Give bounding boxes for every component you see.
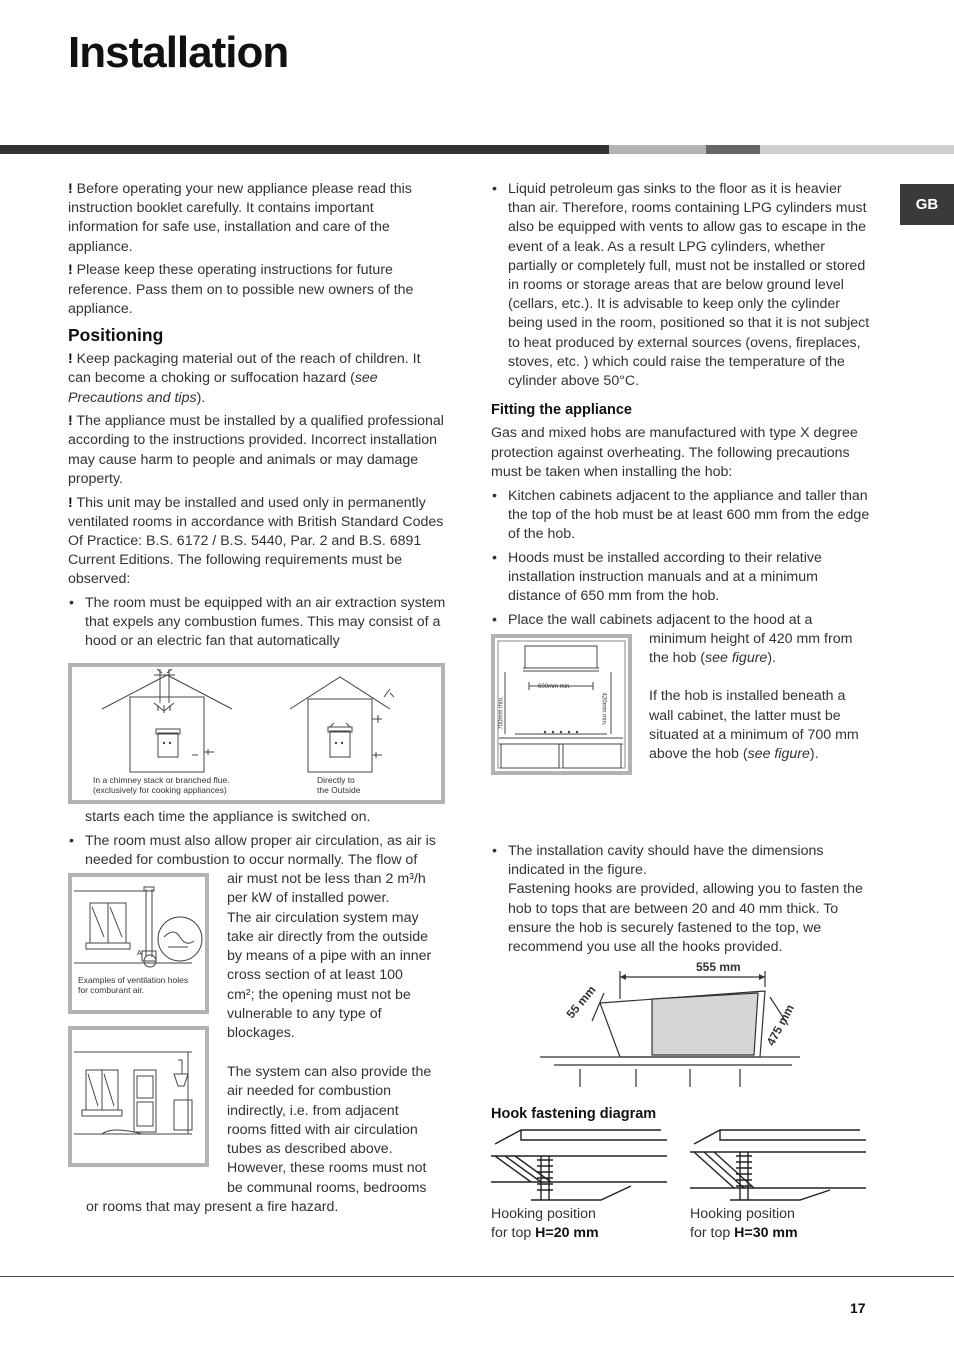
positioning-paragraph-2: [68, 412, 446, 489]
air-line-2: per kW of installed power.: [227, 890, 390, 907]
fitting-heading: Fitting the appliance: [491, 402, 632, 419]
figure-caption-outside: [317, 775, 360, 795]
caption-line: In a chimney stack or branched flue.: [93, 775, 230, 785]
bullet-wall-cabinets: • Place the wall cabinets adjacent to the hood at a: [491, 611, 871, 630]
air-line-3: The air circulation system may: [227, 909, 419, 926]
air-line-5: by means of a pipe with an inner: [227, 948, 432, 965]
adjacent-room-illustration: [72, 1030, 205, 1163]
air-line-6: cross section of at least 100: [227, 967, 403, 984]
caption-line: [690, 1224, 798, 1243]
left-column-continued: [68, 808, 446, 875]
thickness-value: H=30 mm: [734, 1225, 798, 1242]
intro-text-2: Please keep these operating instructions for future reference. Pass them on to possible new owners of the appliance.: [68, 262, 414, 317]
pos3-text: This unit may be installed and used only in permanently ventilated rooms in accordance with British Standard Codes Of Practice: B.S. 6172 / B.S. 5440, Par. 2 and B.S. 6891 Current Editions. The following requirements must be observed:: [68, 494, 444, 588]
page-number: 17: [850, 1300, 866, 1316]
footer-rule: [0, 1276, 954, 1277]
air-line-8: vulnerable to any type of: [227, 1006, 382, 1023]
air-line-12: air needed for combustion: [227, 1083, 392, 1100]
header-bar-light: [609, 145, 706, 154]
spacer: [649, 668, 874, 687]
caption-line: Hooking position: [690, 1206, 795, 1222]
left-column: [68, 180, 446, 656]
air-line-17: be communal rooms, bedrooms: [227, 1179, 427, 1196]
label-a: A: [137, 950, 142, 957]
air-line-14: rooms fitted with air circulation: [227, 1121, 418, 1138]
text: the hob (: [649, 650, 706, 667]
cavity-section: [491, 842, 871, 957]
positioning-paragraph-1: [68, 350, 446, 408]
air-line-13: indirectly, i.e. from adjacent: [227, 1102, 399, 1119]
figure-caption-vent: [78, 975, 188, 995]
hook-caption-30mm: [690, 1205, 798, 1243]
dimension-55: 55 mm: [563, 982, 599, 1022]
intro-text-1: Before operating your new appliance please read this instruction booklet carefully. It contains important information for safe use, installation and care of the appliance.: [68, 181, 412, 255]
text: for top: [690, 1225, 735, 1242]
bullet-cavity: [491, 842, 871, 957]
label-700mm: 700mm min.: [498, 696, 505, 730]
warning-mark: !: [68, 262, 73, 279]
bullet-air-circulation: • The room must also allow proper air circulation, as air is needed for combustion to occur normally. The flow of: [68, 832, 446, 870]
warning-mark: !: [68, 351, 73, 368]
caption-line: (exclusively for cooking appliances): [93, 785, 227, 795]
warning-mark: !: [68, 494, 73, 511]
positioning-heading: Positioning: [68, 324, 164, 345]
text: ).: [809, 746, 819, 763]
wall-line-4: [649, 745, 874, 764]
right-column: [491, 180, 871, 634]
fitting-intro: Gas and mixed hobs are manufactured with type X degree protection against overheating. The following precautions must be taken when installing the hob:: [491, 425, 858, 480]
fastening-text: Fastening hooks are provided, allowing you to fasten the hob to tops that are between 20 and 40 mm thick. To ensure the hob is securely fastened to the top, we recommend you use all the hooks provided.: [508, 881, 863, 956]
bullet-kitchen-cabinets: • Kitchen cabinets adjacent to the appliance and taller than the top of the hob must be at least 600 mm from the edge of the hob.: [491, 487, 871, 545]
air-line-7: cm²; the opening must not be: [227, 986, 411, 1003]
text: for top: [491, 1225, 536, 1242]
cavity-list: [491, 842, 871, 957]
caption-line: Hooking position: [491, 1206, 596, 1222]
page-title: Installation: [68, 28, 289, 77]
pos2-text: The appliance must be installed by a qualified professional according to the instructions provided. Incorrect installation may cause harm to people and animals or may damage property.: [68, 413, 444, 487]
air-line-11: The system can also provide the: [227, 1063, 432, 1080]
warning-mark: !: [68, 181, 73, 197]
hook-diagram-20mm: [491, 1126, 671, 1204]
bullet-hoods: • Hoods must be installed according to their relative installation instruction manuals and at a minimum distance of 650 mm from the hob.: [491, 549, 871, 607]
fume-extraction-figure: [68, 663, 445, 804]
air-flow-text: [227, 870, 449, 1198]
caption-line: [491, 1224, 599, 1243]
caption-line: for comburant air.: [78, 985, 145, 995]
language-tab[interactable]: GB: [900, 184, 954, 225]
air-flow-last-line: or rooms that may present a fire hazard.: [86, 1199, 339, 1215]
hook-diagram-30mm: [690, 1126, 870, 1204]
ventilation-holes-figure: [68, 873, 209, 1014]
see-figure-line: [649, 649, 874, 668]
caption-line: Directly to: [317, 775, 355, 785]
air-line-10: [227, 1044, 449, 1063]
dimension-555: 555 mm: [696, 960, 741, 974]
thickness-value: H=20 mm: [535, 1225, 599, 1242]
text: ).: [767, 650, 776, 667]
figure-reference: see figure: [747, 746, 810, 763]
cabinet-clearance-figure: [491, 634, 632, 775]
header-bar-dark: [0, 145, 609, 154]
air-line-15: tubes as described above.: [227, 1141, 393, 1158]
air-line-9: blockages.: [227, 1025, 295, 1042]
caption-line: Examples of ventilation holes: [78, 975, 189, 985]
warning-mark: !: [68, 413, 73, 430]
air-line-16: However, these rooms must not: [227, 1160, 427, 1177]
wall-line-2: wall cabinet, the latter must be: [649, 707, 841, 724]
cavity-text: The installation cavity should have the dimensions indicated in the figure.: [508, 843, 824, 879]
air-line-4: take air directly from the outside: [227, 928, 429, 945]
figure-caption-chimney: [93, 775, 230, 795]
requirements-list: [68, 594, 446, 652]
wall-cabinet-text: [649, 630, 874, 764]
intro-paragraph-2: [68, 261, 446, 319]
bullet-air-extraction: • The room must be equipped with an air extraction system that expels any combustion fumes. This may consist of a hood or an electric fan that automatically: [68, 594, 446, 652]
caption-line: the Outside: [317, 785, 361, 795]
pos1-end: ).: [196, 389, 206, 406]
figure-reference: see figure: [705, 650, 768, 667]
min-height-line: minimum height of 420 mm from: [649, 631, 853, 647]
header-bar-mid: [706, 145, 760, 154]
air-line-1: air must not be less than 2 m³/h: [227, 871, 426, 887]
header-bar-light-end: [760, 145, 954, 154]
text: above the hob (: [649, 746, 748, 763]
label-600mm: 600mm min.: [538, 684, 572, 690]
wall-line-1: If the hob is installed beneath a: [649, 688, 846, 705]
wall-line-3: situated at a minimum of 700 mm: [649, 726, 859, 743]
adjacent-room-figure: [68, 1026, 209, 1167]
hook-diagram-heading: Hook fastening diagram: [491, 1106, 657, 1122]
positioning-paragraph-3: [68, 494, 446, 590]
requirements-list-2: [68, 832, 446, 870]
pos1-text: Keep packaging material out of the reach of children. It can become a choking or suffocation hazard (: [68, 351, 421, 387]
intro-paragraph-1: [68, 180, 446, 257]
pos1-reference: see Precautions and tips: [68, 370, 378, 406]
hook-caption-20mm: [491, 1205, 599, 1243]
bullet-continued: starts each time the appliance is switched on.: [85, 809, 371, 825]
lpg-list: [491, 180, 871, 391]
label-420mm: 420mm min.: [600, 692, 607, 726]
fitting-list: [491, 487, 871, 630]
dimension-475: 475 mm: [763, 1001, 798, 1049]
bullet-lpg: • Liquid petroleum gas sinks to the floor as it is heavier than air. Therefore, rooms containing LPG cylinders must also be equipped with vents to allow gas to escape in the event of a leak. As a result LPG cylinders, whether partially or completely full, must not be installed or stored in rooms or storage areas that are below ground level (cellars, etc.). It is advisable to keep only the cylinder being used in the room, positioned so that it is not subject to heat produced by external sources (ovens, fireplaces, stoves, etc. ) which could raise the temperature of the cylinder above 50°C.: [491, 180, 871, 391]
